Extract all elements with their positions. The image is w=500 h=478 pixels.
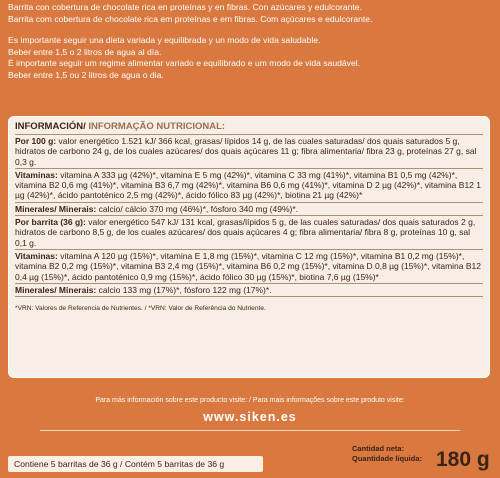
vitaminsbar-row: [15, 251, 483, 282]
net-quantity-label-es: Cantidad neta:: [352, 444, 405, 453]
perbar-text: valor energético 547 kJ/ 131 kcal, grasas/lípidos 5 g, de las cuales saturadas/ dos quais saturados 2 g, hidratos de carbono 8,5 g, de los cuales azúcares/ dos quais açúcares 4 g; fibra alimentaria/ fibra 8 g, proteínas 10 g, sal 0,1 g.: [15, 217, 476, 248]
mineralsbar-row: [15, 285, 483, 295]
vitamins100-label: Vitaminas:: [15, 169, 58, 180]
contents-label: Contiene 5 barritas de 36 g / Contém 5 barritas de 36 g: [8, 456, 263, 472]
perbar-row: [15, 217, 483, 248]
website-link[interactable]: www.siken.es: [203, 410, 297, 424]
nutrition-panel: [8, 116, 490, 378]
more-info-pt: Para mais informações sobre este produto visite:: [252, 397, 405, 404]
minerals100-label: Minerales/ Minerais:: [15, 203, 97, 214]
vitaminsbar-label: Vitaminas:: [15, 250, 58, 261]
header-text: [8, 2, 496, 81]
advice-diet-es: Es importante seguir una dieta variada y equilibrada y un modo de vida saludable.: [8, 35, 321, 45]
net-quantity-label: [352, 444, 422, 464]
per100-label: Por 100 g:: [15, 136, 57, 146]
perbar-label: Por barrita (36 g):: [15, 217, 86, 228]
vrn-note-divider: /: [144, 305, 149, 313]
mineralsbar-label: Minerales/ Minerais:: [15, 284, 97, 295]
net-quantity-label-pt: Quantidade líquida:: [352, 454, 423, 463]
vrn-note: [15, 305, 483, 313]
per100-text: valor energético 1.521 kJ/ 366 kcal, grasas/ lípidos 14 g, de las cuales saturadas/ dos quais saturados 5 g, hidratos de carbono 24 g, de los cuales azúcares/ dos quais açúcares 11 g; fibra alimentaria/ fibra 23 g, proteínas 27 g, sal 0,3 g.: [15, 136, 477, 167]
mineralsbar-text: calcio 133 mg (17%)*, fósforo 122 mg (17%)*.: [98, 284, 272, 295]
nutrition-title-pt: INFORMAÇÃO NUTRICIONAL:: [88, 121, 226, 132]
net-quantity-value: 180 g: [436, 448, 490, 471]
footer-divider: [40, 430, 460, 431]
nutrition-title-es: INFORMACIÓN/: [15, 121, 86, 132]
description-pt: Barrita com cobertura de chocolate rica em proteínas e em fibras. Com açúcares e edulcorante.: [8, 13, 373, 24]
more-info-es: Para más información sobre este producto visite:: [95, 397, 248, 404]
minerals100-text: calcio/ cálcio 370 mg (46%)*, fósforo 340 mg (49%)*.: [98, 203, 299, 214]
vitamins100-row: [15, 170, 483, 201]
vitaminsbar-text: vitamina A 120 µg (15%)*, vitamina E 1,8 mg (15%)*, vitamina C 12 mg (15%)*, vitamina B1 0,2 mg (15%)*, vitamina B2 0,2 mg (15%)*, vitamina B3 2,4 mg (15%)*, vitamina B6 0,2 mg (15%)*, vitamina D 0,8 µg (15%)*, vitamina B12 0,4 µg (15%)*, ácido pantoténico 0,9 mg (15%)*, ácido fólico 30 µg (15%)*, biotina 7,6 µg (15%)*: [15, 250, 481, 282]
vitamins100-text: vitamina A 333 µg (42%)*, vitamina E 5 mg (42%)*, vitamina C 33 mg (41%)*, vitamina B1 0,5 mg (42%)*, vitamina B2 0,6 mg (41%)*, vitamina B3 6,7 mg (42%)*, vitamina B6 0,6 mg (41%)*, vitamina D 2 µg (42%)*, vitamina B12 1 µg (42%)*, ácido pantoténico 2,5 mg (42%)*, ácido fólico 83 µg (42%)*, biotina 21 µg (42%)*: [15, 169, 481, 201]
more-info-divider: /: [249, 397, 253, 404]
advice-water-es: Beber entre 1,5 o 2 litros de agua al día.: [8, 46, 162, 57]
advice-diet-pt: É importante seguir um regime alimentar variado e equilibrado e um modo de vida saudável.: [8, 58, 361, 68]
description-es: Barrita con cobertura de chocolate rica en proteínas y en fibras. Con azúcares y edulcorante.: [8, 2, 362, 12]
minerals100-row: [15, 204, 483, 214]
vrn-note-es: *VRN: Valores de Referencia de Nutrientes.: [15, 305, 143, 313]
advice-water-pt: Beber entre 1,5 ou 2 litros de agua o dia.: [8, 69, 164, 80]
vrn-note-pt: *VRN: Valor de Referência do Nutriente.: [148, 305, 266, 313]
nutrition-title: [15, 121, 483, 133]
more-info: [0, 397, 500, 404]
per100-row: [15, 136, 483, 167]
